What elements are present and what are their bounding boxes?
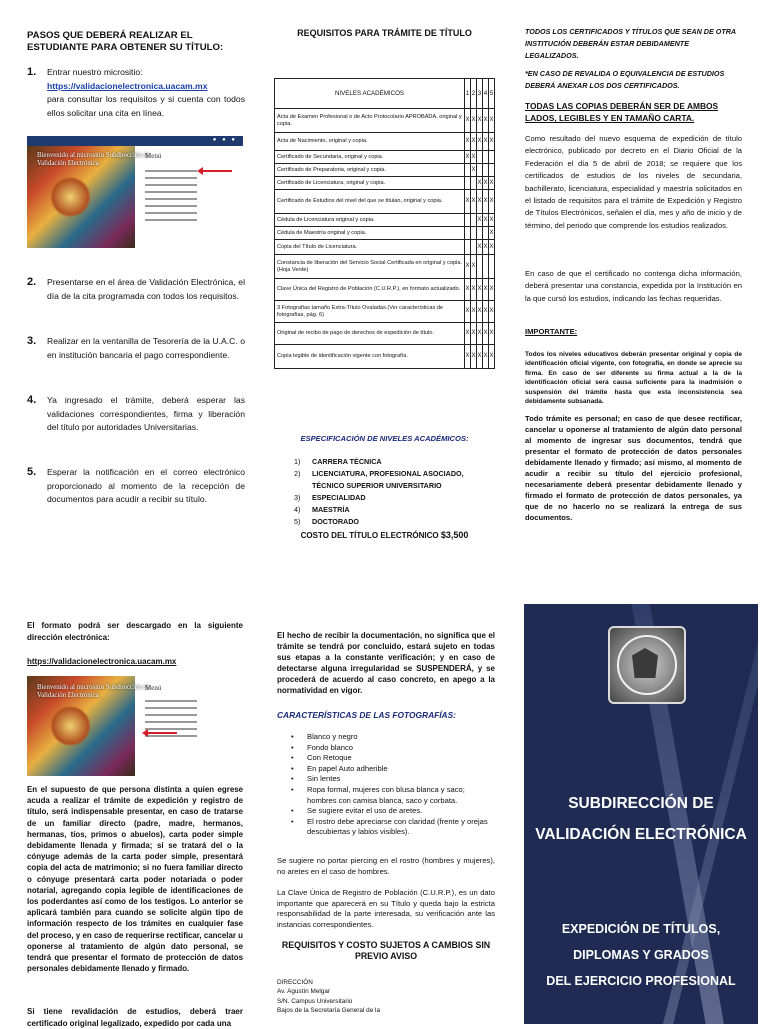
level-mark: X (489, 190, 495, 214)
list-item: 4) MAESTRÍA (294, 505, 350, 514)
level-mark: X (465, 301, 471, 323)
legalization-note: TODOS LOS CERTIFICADOS Y TÍTULOS QUE SEAN DE OTRA INSTITUCIÓN DEBERÁN ESTAR DEBIDAMENTE LEGALIZADOS. (525, 27, 736, 60)
copies-note: TODAS LAS COPIAS DEBERÁN SER DE AMBOS LADOS, LEGIBLES Y EN TAMAÑO CARTA. (525, 101, 719, 123)
levels-list (294, 456, 494, 528)
level-mark: X (471, 133, 477, 151)
list-item: • Fondo blanco (277, 743, 495, 754)
address-line: Av. Agustín Melgar (277, 988, 331, 996)
list-item: • Con Retoque (277, 753, 495, 764)
revalidation-paragraph: Si tiene revalidación de estudios, deberá traer certificado original legalizado, expedido por cada una (27, 1007, 243, 1028)
level-mark: X (477, 240, 483, 255)
title-cost (274, 530, 495, 540)
level-mark: X (483, 323, 489, 345)
list-item: 5) DOCTORADO (294, 517, 359, 526)
requirement-label: Copia legible de identificación vigente con fotografía. (275, 345, 465, 369)
level-header: 3 (477, 79, 483, 109)
requirement-label: Cédula de Maestría original y copia. (275, 227, 465, 240)
step-text: Realizar en la ventanilla de Tesorería de la U.A.C. o en institución bancaria el pago correspondiente. (47, 336, 245, 360)
download-intro: El formato podrá ser descargado en la siguiente dirección electrónica: (27, 621, 243, 642)
level-mark: X (483, 240, 489, 255)
step-text: Presentarse en el área de Validación Electrónica, el día de la cita programada con todos los requisitos. (47, 277, 245, 301)
menu-label: Menú (145, 152, 162, 160)
level-header: 4 (483, 79, 489, 109)
step-text: Ya ingresado el trámite, deberá esperar las validaciones correspondientes, firma y liberación del título por autoridades Universitarias. (47, 395, 245, 432)
photo-list (277, 732, 495, 838)
arrow-icon (202, 170, 232, 172)
table-row (275, 240, 495, 255)
table-header: NIVELES ACADÉMICOS (275, 79, 465, 109)
level-mark: X (465, 345, 471, 369)
level-mark: X (471, 164, 477, 177)
download-link[interactable]: https://validacionelectronica.uacam.mx (27, 657, 177, 666)
table-row (275, 190, 495, 214)
level-mark: X (477, 177, 483, 190)
step-number: 2. (27, 276, 37, 288)
table-row (275, 133, 495, 151)
social-icons: ● ● ● (212, 137, 237, 143)
table-row (275, 109, 495, 133)
step-5 (27, 466, 245, 507)
requirement-label: Acta de Nacimiento, original y copia. (275, 133, 465, 151)
requirement-label: Certificado de Licenciatura, original y copia. (275, 177, 465, 190)
step-number: 4. (27, 394, 37, 406)
list-item: • En papel Auto adherible (277, 764, 495, 775)
table-row (275, 279, 495, 301)
requirement-label: 3 Fotografías tamaño Extra-Título Ovaladas.(Ver características de fotografías, pág. 6) (275, 301, 465, 323)
arrow-icon (147, 732, 177, 734)
level-mark: X (477, 214, 483, 227)
table-row (275, 301, 495, 323)
level-mark: X (483, 214, 489, 227)
level-mark: X (489, 279, 495, 301)
list-item: 2) LICENCIATURA, PROFESIONAL ASOCIADO, TÉCNICO SUPERIOR UNIVERSITARIO (294, 469, 464, 490)
address-label: DIRECCIÓN (277, 979, 313, 986)
level-mark: X (489, 301, 495, 323)
level-mark: X (477, 279, 483, 301)
list-item: 1) CARRERA TÉCNICA (294, 457, 382, 466)
table-row (275, 164, 495, 177)
level-mark: X (465, 190, 471, 214)
welcome-text: Bienvenido al micrositio Subdirección de Validación Electrónica (37, 684, 150, 699)
microsite-screenshot (27, 676, 243, 776)
level-header: 1 (465, 79, 471, 109)
level-mark: X (483, 301, 489, 323)
level-mark: X (477, 133, 483, 151)
level-mark: X (483, 177, 489, 190)
level-mark (489, 151, 495, 164)
table-row (275, 151, 495, 164)
requirement-label: Original de recibo de pago de derechos de expedición de título. (275, 323, 465, 345)
requirement-label: Certificado de Preparatoria, original y copia. (275, 164, 465, 177)
list-item: • Se sugiere evitar el uso de aretes. (277, 806, 495, 817)
level-mark: X (483, 279, 489, 301)
cost-label: COSTO DEL TÍTULO ELECTRÓNICO (300, 531, 439, 540)
step-number: 1. (27, 66, 37, 78)
step-text: Esperar la notificación en el correo electrónico proporcionado al momento de la recepción de documentos para acudir a recibir su título. (47, 467, 245, 504)
table-row (275, 214, 495, 227)
paragraph: Todos los niveles educativos deberán presentar original y copia de identificación oficial vigente, con fotografía, en donde se aprecie su firma. En caso de ser diferente su firma actual a la de la identificación oficial será causa suficiente para la inadmisión o suspensión del trámite hasta que esta inconsistencia sea debidamente subsanada. (525, 351, 742, 406)
verification-paragraph: El hecho de recibir la documentación, no significa que el trámite se tendrá por concluido, estará sujeto en todas sus etapas a la constante verificación; y en caso de detectarse alguna irregularidad se SUSPENDERÁ, y se procederá de acuerdo al caso concreto, en apego a la normatividad en vigor. (277, 631, 495, 695)
level-header: 5 (489, 79, 495, 109)
requirement-label: Copia del Título de Licenciatura. (275, 240, 465, 255)
level-header: 2 (471, 79, 477, 109)
level-mark: X (483, 133, 489, 151)
level-mark: X (477, 109, 483, 133)
list-item: • El rostro debe apreciarse con claridad (frente y orejas descubiertas y labios visibles). (277, 817, 495, 838)
paragraph: Como resultado del nuevo esquema de expedición de título electrónico, publicado por decreto en el Diario Oficial de la Federación el día 5 de abril de 2018; se requiere que los certificados de estudios de los niveles de secundaria, bachillerato, licenciatura, especialidad y maestría solicitados en el listado de requisitos para el trámite de Expedición y Registro de Títulos Electrónicos, señalen el día, mes y año de inicio y de término, del periodo que comprende los estudios realizados. (525, 134, 742, 230)
level-mark: X (471, 323, 477, 345)
level-mark: X (471, 301, 477, 323)
level-mark: X (489, 323, 495, 345)
level-mark: X (465, 151, 471, 164)
step-text: para consultar los requisitos y si cuenta con todos ellos solicitar una cita en línea. (47, 94, 245, 118)
address-line: S/N. Campus Universitario (277, 997, 353, 1005)
change-notice: REQUISITOS Y COSTO SUJETOS A CAMBIOS SIN PREVIO AVISO (281, 940, 491, 961)
level-mark: X (477, 323, 483, 345)
list-item: • Blanco y negro (277, 732, 495, 743)
requirement-label: Constancia de liberación del Servicio Social Certificada en original y copia. (Hoja Verde) (275, 255, 465, 279)
menu-label: Menú (145, 684, 162, 692)
level-mark: X (489, 214, 495, 227)
level-mark: X (471, 255, 477, 279)
step-2 (27, 276, 245, 303)
level-mark: X (471, 190, 477, 214)
level-mark: X (465, 323, 471, 345)
welcome-text: Bienvenido al micrositio Subdirección de Validación Electrónica (37, 152, 150, 167)
university-seal-icon (608, 626, 686, 704)
requirements-table (274, 78, 495, 369)
steps-title: PASOS QUE DEBERÁ REALIZAR EL ESTUDIANTE PARA OBTENER SU TÍTULO: (27, 30, 224, 53)
step-3 (27, 335, 245, 362)
level-mark: X (483, 345, 489, 369)
requirement-label: Clave Única del Registro de Población (C.U.R.P.), en formato actualizado. (275, 279, 465, 301)
paragraph: En caso de que el certificado no contenga dicha información, deberá presentar una constancia, expedida por la Institución en la que cursó los estudios, indicando las fechas requeridas. (525, 269, 742, 303)
requirement-label: Cédula de Licenciatura original y copia. (275, 214, 465, 227)
list-item: 3) ESPECIALIDAD (294, 493, 366, 502)
list-item: • Sin lentes (277, 774, 495, 785)
level-mark: X (489, 345, 495, 369)
step-number: 5. (27, 466, 37, 478)
level-mark: X (465, 279, 471, 301)
cover-subtitle: EXPEDICIÓN DE TÍTULOS, DIPLOMAS Y GRADOS DEL EJERCICIO PROFESIONAL (546, 922, 736, 988)
requirement-label: Certificado de Secundaria, original y copia. (275, 151, 465, 164)
table-row (275, 323, 495, 345)
level-mark: X (471, 151, 477, 164)
microsite-screenshot (27, 136, 243, 248)
requirement-label: Acta de Examen Profesional o de Acto Protocolario APROBADA, original y copia. (275, 109, 465, 133)
microsite-link[interactable]: https://validacionelectronica.uacam.mx (47, 80, 208, 91)
step-number: 3. (27, 335, 37, 347)
table-row (275, 345, 495, 369)
level-mark: X (489, 177, 495, 190)
table-row (275, 227, 495, 240)
level-mark (489, 255, 495, 279)
level-mark: X (465, 255, 471, 279)
level-mark: X (471, 109, 477, 133)
address-block (277, 978, 495, 1016)
level-mark: X (477, 190, 483, 214)
level-mark: X (483, 109, 489, 133)
important-label: IMPORTANTE: (525, 327, 578, 336)
table-row (275, 177, 495, 190)
revalidation-note: *EN CASO DE REVALIDA O EQUIVALENCIA DE ESTUDIOS DEBERÁ ANEXAR LOS DOS CERTIFICADOS. (525, 69, 725, 90)
level-mark: X (489, 227, 495, 240)
level-mark: X (465, 109, 471, 133)
level-mark: X (477, 345, 483, 369)
level-mark: X (483, 190, 489, 214)
requirements-title: REQUISITOS PARA TRÁMITE DE TÍTULO (297, 28, 472, 38)
level-mark: X (489, 109, 495, 133)
level-mark (489, 164, 495, 177)
paragraph: Se sugiere no portar piercing en el rostro (hombres y mujeres), no aretes en el caso de hombres. (277, 856, 495, 876)
step-text: Entrar nuestro micrositio: (47, 67, 143, 77)
cover-title: SUBDIRECCIÓN DE VALIDACIÓN ELECTRÓNICA (535, 795, 747, 843)
level-mark: X (471, 279, 477, 301)
list-item: • Ropa formal, mujeres con blusa blanca y saco; hombres con camisa blanca, saco y corbata. (277, 785, 495, 806)
levels-spec-title: ESPECIFICACIÓN DE NIVELES ACADÉMICOS: (300, 434, 469, 443)
table-row (275, 255, 495, 279)
level-mark: X (471, 345, 477, 369)
level-mark: X (477, 301, 483, 323)
step-1 (27, 66, 245, 120)
cost-value: $3,500 (440, 530, 469, 540)
requirement-label: Certificado de Estudios del nivel del que se titulan, original y copia. (275, 190, 465, 214)
photo-title: CARACTERÍSTICAS DE LAS FOTOGRAFÍAS: (277, 710, 456, 720)
cover-panel (524, 604, 758, 1024)
level-mark: X (489, 240, 495, 255)
paragraph: Todo trámite es personal; en caso de que desee rectificar, cancelar u oponerse al tratamiento de algún dato personal al momento de ingresar sus documentos, tendrá que presentar el formato de protección de datos personales debidamente llenado y firmado; así mismo, al momento de acudir a recibir su título del ejercicio profesional, necesariamente deberá presentar debidamente llenado y firmado el formato de protección de datos personales, ya que de no hacerlo no se realizará la entrega de sus documentos. (525, 414, 742, 522)
level-mark: X (465, 133, 471, 151)
step-4 (27, 394, 245, 435)
paragraph: La Clave Única de Registro de Población (C.U.R.P.), es un dato importante que aparecerá en su Título y queda bajo la estricta responsabilidad de la parte interesada, su verificación ante las instancias correspondientes. (277, 888, 495, 929)
level-mark: X (489, 133, 495, 151)
address-line: Bajos de la Secretaría General de la (277, 1007, 381, 1015)
proxy-paragraph: En el supuesto de que persona distinta a quien egrese acuda a realizar el trámite de expedición y registro de título, será indispensable presentar, en caso de tratarse de un familiar directo (padre, madre, hermanos, hermanas, tíos, primos o abuelos), carta poder simple debidamente llenada y firmada; si se tratará del o la cónyuge además de la carta poder simple, presentará copia del acta de matrimonio; si no fuera familiar directo o cónyuge presentará carta poder notariada o poder notarial, agregando copia legible de identificaciones de los poderdantes así como de los testigos. Lo anterior se aplicará también para cuando se solicite algún tipo de información respecto de los trámites en cualquier fase del proceso, y en caso de requerirse rectificar, cancelar u oponerse al tratamiento de algún dato personal, se tendrá que presentar el formato de protección de datos personales debidamente llenado y firmado. (27, 785, 243, 974)
